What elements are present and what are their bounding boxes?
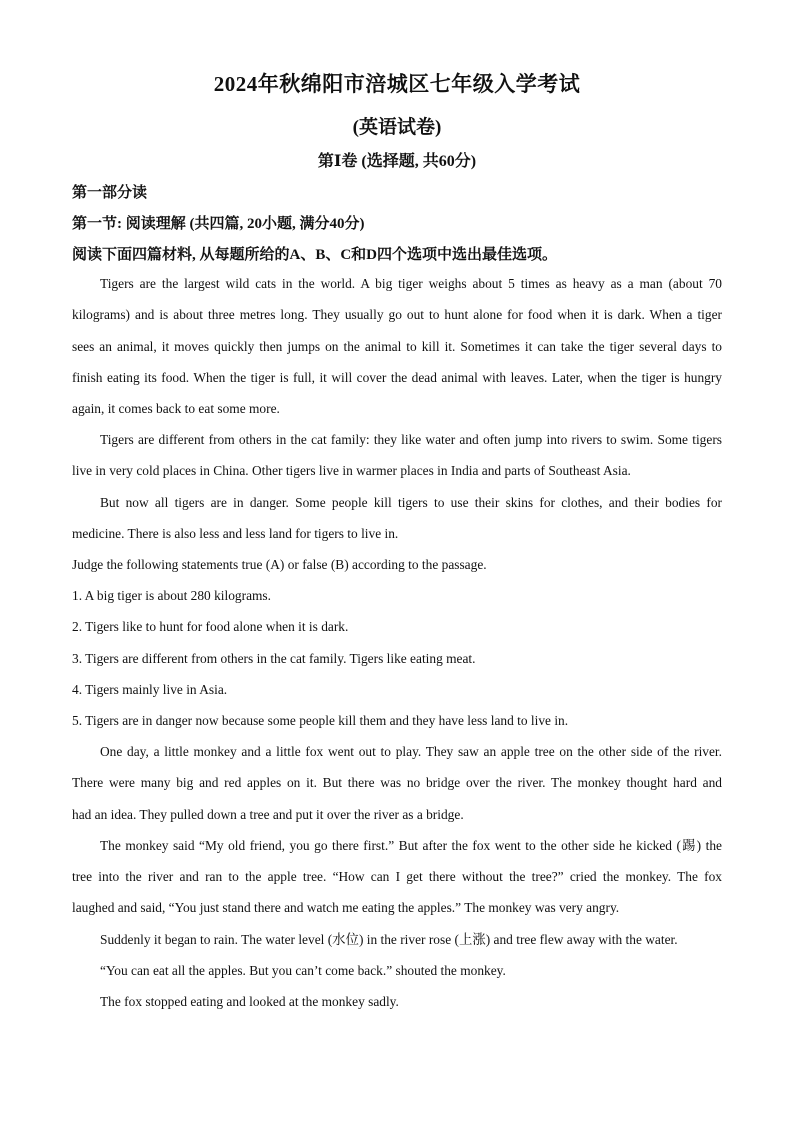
passage-line: One day, a little monkey and a little fox went out to play. They saw an apple tree on the other side of the river. [100, 744, 722, 759]
question-item: 2. Tigers like to hunt for food alone when it is dark. [72, 619, 349, 634]
question-item: 5. Tigers are in danger now because some people kill them and they have less land to live in. [72, 713, 569, 728]
passage-line: again, it comes back to eat some more. [72, 401, 280, 416]
passage-line: kilograms) and is about three metres long. They usually go out to hunt alone for food when it is dark. When a tiger [72, 307, 722, 322]
passage-line: had an idea. They pulled down a tree and put it over the river as a bridge. [72, 807, 464, 822]
question-item: 1. A big tiger is about 280 kilograms. [72, 588, 271, 603]
passage-line: laughed and said, “You just stand there and watch me eating the apples.” The monkey was very angry. [72, 900, 620, 915]
passage-line: Suddenly it began to rain. The water level (水位) in the river rose (上涨) and tree flew away with the water. [100, 932, 678, 947]
passage-line: “You can eat all the apples. But you can’t come back.” shouted the monkey. [100, 963, 506, 978]
passage-line: sees an animal, it moves quickly then jumps on the animal to kill it. Sometimes it can take the tiger several days to [72, 339, 722, 354]
part-heading: 第一部分读 [72, 185, 148, 201]
instruction-text: 阅读下面四篇材料, 从每题所给的A、B、C和D四个选项中选出最佳选项。 [72, 247, 558, 263]
passage-line: The fox stopped eating and looked at the monkey sadly. [100, 994, 399, 1009]
passage-line: But now all tigers are in danger. Some people kill tigers to use their skins for clothes, and their bodies for [100, 495, 722, 510]
exam-subtitle: (英语试卷) [352, 117, 442, 138]
exam-title: 2024年秋绵阳市涪城区七年级入学考试 [213, 72, 581, 96]
subsection-heading: 第一节: 阅读理解 (共四篇, 20小题, 满分40分) [72, 216, 365, 232]
question-item: 3. Tigers are different from others in the cat family. Tigers like eating meat. [72, 651, 476, 666]
passage-line: There were many big and red apples on it. But there was no bridge over the river. The monkey thought hard and [72, 775, 722, 790]
passage-line: live in very cold places in China. Other tigers live in warmer places in India and parts of Southeast Asia. [72, 463, 631, 478]
passage-line: Tigers are the largest wild cats in the world. A big tiger weighs about 5 times as heavy as a man (about 70 [100, 276, 722, 291]
passage-line: medicine. There is also less and less land for tigers to live in. [72, 526, 399, 541]
passage-line: The monkey said “My old friend, you go there first.” But after the fox went to the other side he kicked (踢) the [100, 838, 722, 853]
passage-line: tree into the river and ran to the apple tree. “How can I get there without the tree?” cried the monkey. The fox [72, 869, 722, 884]
passage-line: Tigers are different from others in the cat family: they like water and often jump into rivers to swim. Some tigers [100, 432, 722, 447]
volume-heading: 第Ⅰ卷 (选择题, 共60分) [317, 153, 477, 170]
question-item: 4. Tigers mainly live in Asia. [72, 682, 228, 697]
question-instruction: Judge the following statements true (A) or false (B) according to the passage. [72, 557, 487, 572]
passage-line: finish eating its food. When the tiger is full, it will cover the dead animal with leaves. Later, when the tiger is hungry [72, 370, 722, 385]
